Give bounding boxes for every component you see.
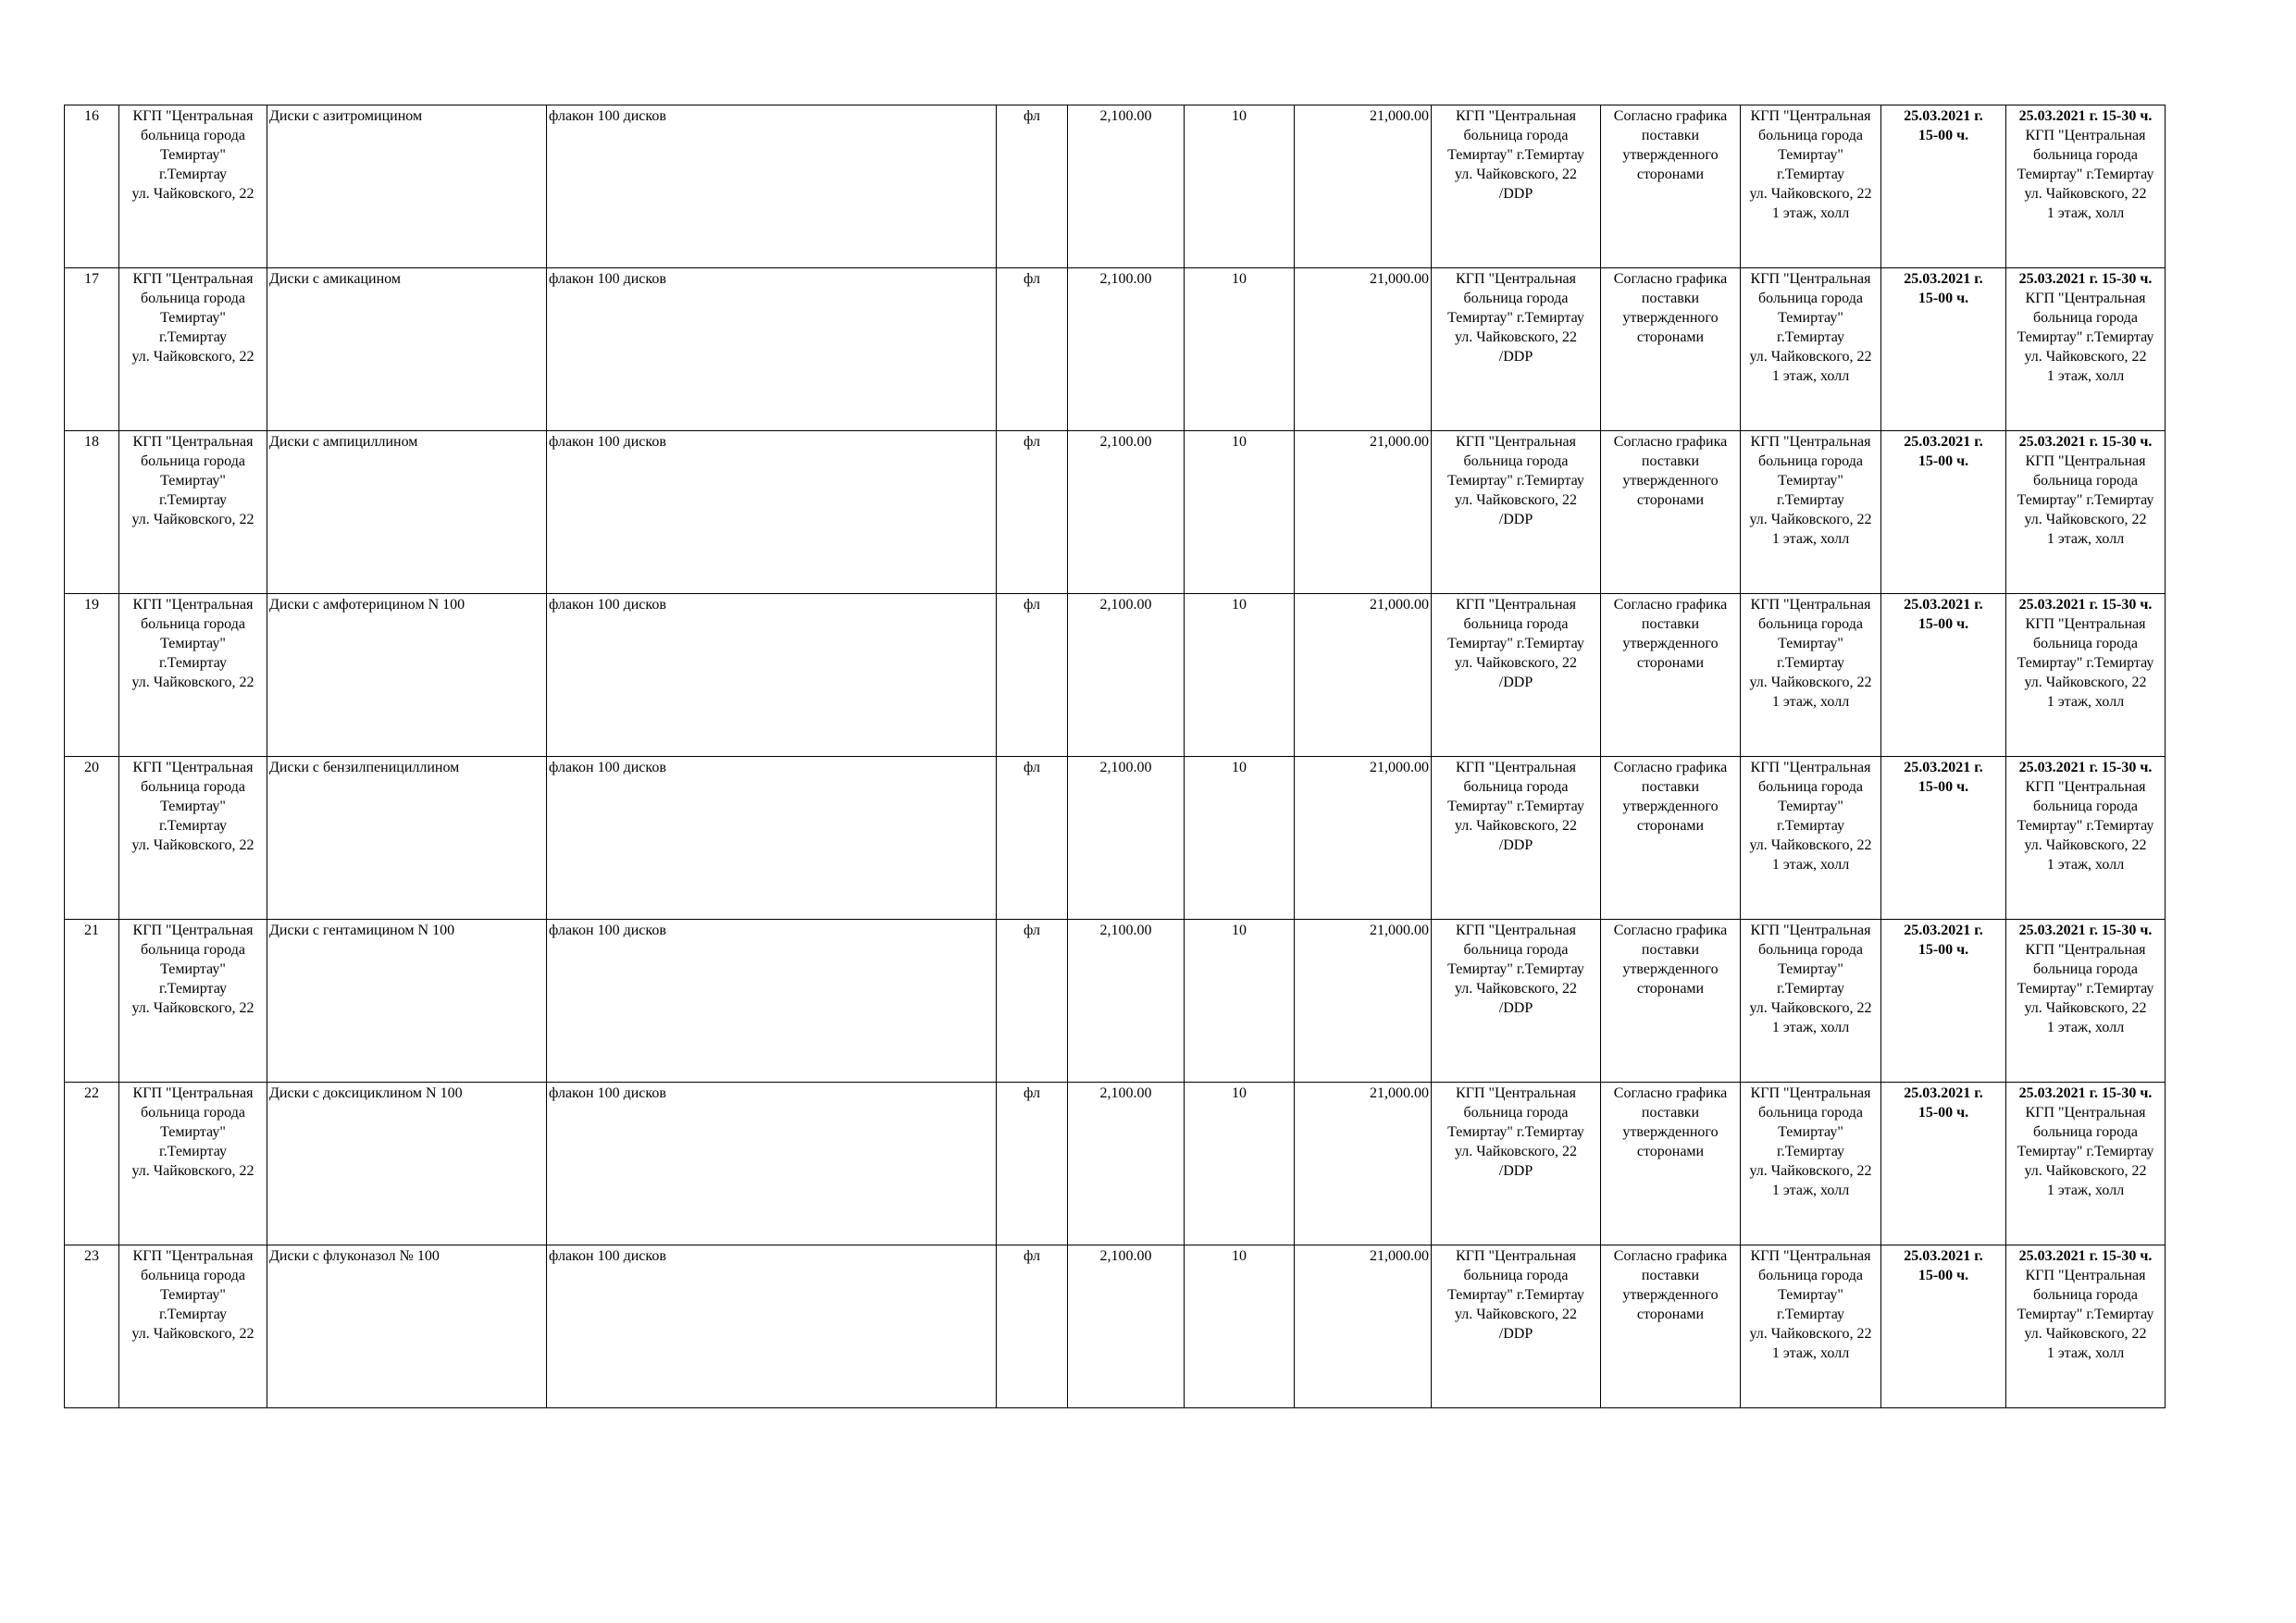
item-name-cell: Диски с азитромицином: [267, 105, 547, 268]
delivery-term-cell: Согласно графика поставки утвержденного сторонами: [1601, 594, 1741, 757]
unit-cell: фл: [997, 1245, 1068, 1408]
opening-datetime: 25.03.2021 г. 15-30 ч.: [2018, 923, 2153, 938]
delivery-place-cell: КГП "Центральная больница города Темиртау" г.Темиртау ул. Чайковского, 22 /DDP: [1432, 594, 1601, 757]
submission-place-cell: КГП "Центральная больница города Темиртау" г.Темиртау ул. Чайковского, 22 1 этаж, холл: [1741, 1245, 1881, 1408]
delivery-place-cell: КГП "Центральная больница города Темиртау" г.Темиртау ул. Чайковского, 22 /DDP: [1432, 1083, 1601, 1245]
table-row: [65, 431, 2166, 594]
item-spec-cell: флакон 100 дисков: [547, 1083, 997, 1245]
row-number: 16: [65, 105, 119, 268]
deadline-cell: 25.03.2021 г. 15-00 ч.: [1881, 1083, 2006, 1245]
item-name-cell: Диски с амикацином: [267, 268, 547, 431]
table-body: [65, 105, 2166, 1408]
item-name-cell: Диски с флуконазол № 100: [267, 1245, 547, 1408]
customer-cell: КГП "Центральная больница города Темиртау" г.Темиртау ул. Чайковского, 22: [119, 105, 267, 268]
item-name-cell: Диски с амфотерицином N 100: [267, 594, 547, 757]
customer-cell: КГП "Центральная больница города Темиртау" г.Темиртау ул. Чайковского, 22: [119, 1083, 267, 1245]
sum-cell: 21,000.00: [1295, 920, 1432, 1083]
table-row: [65, 757, 2166, 920]
opening-datetime: 25.03.2021 г. 15-30 ч.: [2018, 1085, 2153, 1101]
sum-cell: 21,000.00: [1295, 757, 1432, 920]
opening-cell: 25.03.2021 г. 15-30 ч. КГП "Центральная больница города Темиртау" г.Темиртау ул. Чайковского, 22 1 этаж, холл: [2006, 757, 2166, 920]
item-spec-cell: флакон 100 дисков: [547, 1245, 997, 1408]
price-cell: 2,100.00: [1068, 431, 1185, 594]
delivery-place-cell: КГП "Центральная больница города Темиртау" г.Темиртау ул. Чайковского, 22 /DDP: [1432, 1245, 1601, 1408]
deadline-cell: 25.03.2021 г. 15-00 ч.: [1881, 105, 2006, 268]
opening-cell: 25.03.2021 г. 15-30 ч. КГП "Центральная больница города Темиртау" г.Темиртау ул. Чайковского, 22 1 этаж, холл: [2006, 268, 2166, 431]
row-number: 20: [65, 757, 119, 920]
sum-cell: 21,000.00: [1295, 431, 1432, 594]
delivery-place-cell: КГП "Центральная больница города Темиртау" г.Темиртау ул. Чайковского, 22 /DDP: [1432, 105, 1601, 268]
opening-datetime: 25.03.2021 г. 15-30 ч.: [2018, 271, 2153, 287]
sum-cell: 21,000.00: [1295, 1083, 1432, 1245]
sum-cell: 21,000.00: [1295, 1245, 1432, 1408]
row-number: 22: [65, 1083, 119, 1245]
deadline-cell: 25.03.2021 г. 15-00 ч.: [1881, 594, 2006, 757]
delivery-place-cell: КГП "Центральная больница города Темиртау" г.Темиртау ул. Чайковского, 22 /DDP: [1432, 268, 1601, 431]
price-cell: 2,100.00: [1068, 920, 1185, 1083]
submission-place-cell: КГП "Центральная больница города Темиртау" г.Темиртау ул. Чайковского, 22 1 этаж, холл: [1741, 105, 1881, 268]
table-row: [65, 594, 2166, 757]
deadline-cell: 25.03.2021 г. 15-00 ч.: [1881, 757, 2006, 920]
quantity-cell: 10: [1185, 594, 1295, 757]
unit-cell: фл: [997, 1083, 1068, 1245]
item-name-cell: Диски с гентамицином N 100: [267, 920, 547, 1083]
customer-cell: КГП "Центральная больница города Темиртау" г.Темиртау ул. Чайковского, 22: [119, 757, 267, 920]
item-spec-cell: флакон 100 дисков: [547, 920, 997, 1083]
quantity-cell: 10: [1185, 1245, 1295, 1408]
delivery-term-cell: Согласно графика поставки утвержденного сторонами: [1601, 268, 1741, 431]
opening-cell: 25.03.2021 г. 15-30 ч. КГП "Центральная больница города Темиртау" г.Темиртау ул. Чайковского, 22 1 этаж, холл: [2006, 1245, 2166, 1408]
price-cell: 2,100.00: [1068, 1245, 1185, 1408]
sum-cell: 21,000.00: [1295, 268, 1432, 431]
opening-cell: 25.03.2021 г. 15-30 ч. КГП "Центральная больница города Темиртау" г.Темиртау ул. Чайковского, 22 1 этаж, холл: [2006, 920, 2166, 1083]
customer-cell: КГП "Центральная больница города Темиртау" г.Темиртау ул. Чайковского, 22: [119, 268, 267, 431]
quantity-cell: 10: [1185, 431, 1295, 594]
item-spec-cell: флакон 100 дисков: [547, 594, 997, 757]
table-row: [65, 105, 2166, 268]
item-name-cell: Диски с доксициклином N 100: [267, 1083, 547, 1245]
opening-datetime: 25.03.2021 г. 15-30 ч.: [2018, 108, 2153, 124]
delivery-term-cell: Согласно графика поставки утвержденного сторонами: [1601, 757, 1741, 920]
submission-place-cell: КГП "Центральная больница города Темиртау" г.Темиртау ул. Чайковского, 22 1 этаж, холл: [1741, 594, 1881, 757]
delivery-term-cell: Согласно графика поставки утвержденного сторонами: [1601, 1083, 1741, 1245]
quantity-cell: 10: [1185, 268, 1295, 431]
opening-datetime: 25.03.2021 г. 15-30 ч.: [2018, 434, 2153, 450]
item-spec-cell: флакон 100 дисков: [547, 431, 997, 594]
delivery-term-cell: Согласно графика поставки утвержденного сторонами: [1601, 431, 1741, 594]
table-row: [65, 920, 2166, 1083]
unit-cell: фл: [997, 594, 1068, 757]
unit-cell: фл: [997, 268, 1068, 431]
delivery-term-cell: Согласно графика поставки утвержденного сторонами: [1601, 105, 1741, 268]
table-row: [65, 1083, 2166, 1245]
opening-datetime: 25.03.2021 г. 15-30 ч.: [2018, 760, 2153, 775]
row-number: 17: [65, 268, 119, 431]
item-name-cell: Диски с ампициллином: [267, 431, 547, 594]
opening-datetime: 25.03.2021 г. 15-30 ч.: [2018, 1248, 2153, 1264]
opening-cell: 25.03.2021 г. 15-30 ч. КГП "Центральная больница города Темиртау" г.Темиртау ул. Чайковского, 22 1 этаж, холл: [2006, 594, 2166, 757]
submission-place-cell: КГП "Центральная больница города Темиртау" г.Темиртау ул. Чайковского, 22 1 этаж, холл: [1741, 431, 1881, 594]
customer-cell: КГП "Центральная больница города Темиртау" г.Темиртау ул. Чайковского, 22: [119, 594, 267, 757]
submission-place-cell: КГП "Центральная больница города Темиртау" г.Темиртау ул. Чайковского, 22 1 этаж, холл: [1741, 920, 1881, 1083]
deadline-cell: 25.03.2021 г. 15-00 ч.: [1881, 431, 2006, 594]
table-row: [65, 1245, 2166, 1408]
opening-datetime: 25.03.2021 г. 15-30 ч.: [2018, 597, 2153, 613]
price-cell: 2,100.00: [1068, 268, 1185, 431]
price-cell: 2,100.00: [1068, 105, 1185, 268]
sum-cell: 21,000.00: [1295, 594, 1432, 757]
delivery-term-cell: Согласно графика поставки утвержденного сторонами: [1601, 1245, 1741, 1408]
row-number: 23: [65, 1245, 119, 1408]
quantity-cell: 10: [1185, 1083, 1295, 1245]
quantity-cell: 10: [1185, 105, 1295, 268]
opening-cell: 25.03.2021 г. 15-30 ч. КГП "Центральная больница города Темиртау" г.Темиртау ул. Чайковского, 22 1 этаж, холл: [2006, 431, 2166, 594]
item-spec-cell: флакон 100 дисков: [547, 105, 997, 268]
unit-cell: фл: [997, 431, 1068, 594]
item-spec-cell: флакон 100 дисков: [547, 268, 997, 431]
customer-cell: КГП "Центральная больница города Темиртау" г.Темиртау ул. Чайковского, 22: [119, 1245, 267, 1408]
unit-cell: фл: [997, 105, 1068, 268]
opening-cell: 25.03.2021 г. 15-30 ч. КГП "Центральная больница города Темиртау" г.Темиртау ул. Чайковского, 22 1 этаж, холл: [2006, 105, 2166, 268]
sum-cell: 21,000.00: [1295, 105, 1432, 268]
delivery-place-cell: КГП "Центральная больница города Темиртау" г.Темиртау ул. Чайковского, 22 /DDP: [1432, 757, 1601, 920]
item-name-cell: Диски с бензилпенициллином: [267, 757, 547, 920]
item-spec-cell: флакон 100 дисков: [547, 757, 997, 920]
deadline-cell: 25.03.2021 г. 15-00 ч.: [1881, 268, 2006, 431]
row-number: 19: [65, 594, 119, 757]
procurement-table: [64, 105, 2166, 1408]
submission-place-cell: КГП "Центральная больница города Темиртау" г.Темиртау ул. Чайковского, 22 1 этаж, холл: [1741, 1083, 1881, 1245]
row-number: 21: [65, 920, 119, 1083]
price-cell: 2,100.00: [1068, 757, 1185, 920]
submission-place-cell: КГП "Центральная больница города Темиртау" г.Темиртау ул. Чайковского, 22 1 этаж, холл: [1741, 757, 1881, 920]
delivery-place-cell: КГП "Центральная больница города Темиртау" г.Темиртау ул. Чайковского, 22 /DDP: [1432, 431, 1601, 594]
unit-cell: фл: [997, 757, 1068, 920]
quantity-cell: 10: [1185, 920, 1295, 1083]
document-sheet: [64, 105, 2166, 1408]
quantity-cell: 10: [1185, 757, 1295, 920]
price-cell: 2,100.00: [1068, 1083, 1185, 1245]
row-number: 18: [65, 431, 119, 594]
deadline-cell: 25.03.2021 г. 15-00 ч.: [1881, 920, 2006, 1083]
price-cell: 2,100.00: [1068, 594, 1185, 757]
customer-cell: КГП "Центральная больница города Темиртау" г.Темиртау ул. Чайковского, 22: [119, 920, 267, 1083]
opening-cell: 25.03.2021 г. 15-30 ч. КГП "Центральная больница города Темиртау" г.Темиртау ул. Чайковского, 22 1 этаж, холл: [2006, 1083, 2166, 1245]
unit-cell: фл: [997, 920, 1068, 1083]
delivery-term-cell: Согласно графика поставки утвержденного сторонами: [1601, 920, 1741, 1083]
table-row: [65, 268, 2166, 431]
deadline-cell: 25.03.2021 г. 15-00 ч.: [1881, 1245, 2006, 1408]
submission-place-cell: КГП "Центральная больница города Темиртау" г.Темиртау ул. Чайковского, 22 1 этаж, холл: [1741, 268, 1881, 431]
customer-cell: КГП "Центральная больница города Темиртау" г.Темиртау ул. Чайковского, 22: [119, 431, 267, 594]
delivery-place-cell: КГП "Центральная больница города Темиртау" г.Темиртау ул. Чайковского, 22 /DDP: [1432, 920, 1601, 1083]
